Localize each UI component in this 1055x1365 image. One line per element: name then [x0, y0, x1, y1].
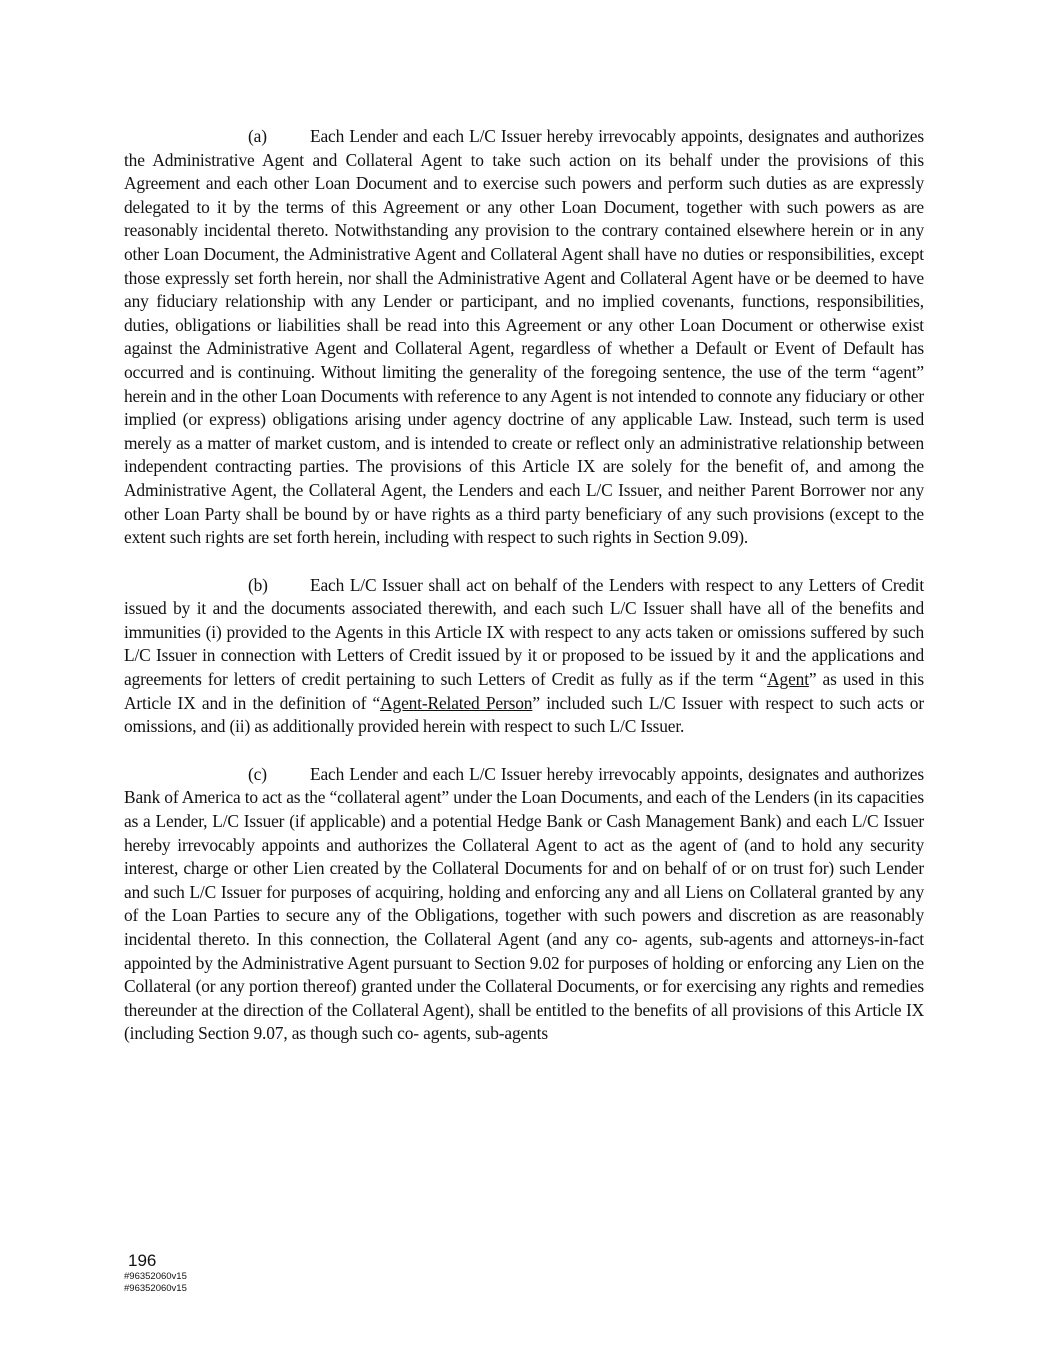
paragraph-b-text-1: Each L/C Issuer shall act on behalf of the Lenders with respect to any Letters of Credit issued by it and the documents associated therewith, and each such L/C Issuer shall have all of the benefits and immunities (i) provided to the Agents in this Article IX with respect to any acts taken or omissions suffered by such L/C Issuer in connection with Letters of Credit issued by it or proposed to be issued by it and the applications and agreements for letters of credit pertaining to such Letters of Credit as fully as if the term “ — [124, 574, 924, 690]
document-body — [124, 125, 924, 1070]
document-id-1: #96352060v15 — [124, 1271, 187, 1282]
defined-term-agent: Agent — [767, 669, 809, 690]
paragraph-a — [124, 125, 924, 550]
page-number: 196 — [128, 1251, 157, 1270]
defined-term-agent-related-person: Agent-Related Person — [380, 692, 533, 713]
paragraph-b-text-3: ” included such L/C Issuer with respect to such acts or omissions, and (ii) as additionally provided herein with respect to such L/C Issuer. — [124, 692, 924, 737]
paragraph-c-text: Each Lender and each L/C Issuer hereby irrevocably appoints, designates and authorizes Bank of America to act as the “collateral agent” under the Loan Documents, and each of the Lenders (in its capacities as a Lender, L/C Issuer (if applicable) and a potential Hedge Bank or Cash Management Bank) and each L/C Issuer hereby irrevocably appoints and authorizes the Collateral Agent to act as the agent of (and to hold any security interest, charge or other Lien created by the Collateral Documents for and on behalf of or on trust for) such Lender and such L/C Issuer for purposes of acquiring, holding and enforcing any and all Liens on Collateral granted by any of the Loan Parties to secure any of the Obligations, together with such powers and discretion as are reasonably incidental thereto. In this connection, the Collateral Agent (and any co- agents, sub-agents and attorneys-in-fact appointed by the Administrative Agent pursuant to Section 9.02 for purposes of holding or enforcing any Lien on the Collateral (or any portion thereof) granted under the Collateral Documents, or for exercising any rights and remedies thereunder at the direction of the Collateral Agent), shall be entitled to the benefits of all provisions of this Article IX (including Section 9.07, as though such co- agents, sub-agents — [124, 763, 924, 1044]
paragraph-c-label: (c) — [248, 763, 267, 784]
page-footer — [124, 1251, 187, 1294]
paragraph-c — [124, 763, 924, 1046]
document-id-2: #96352060v15 — [124, 1282, 187, 1294]
paragraph-a-label: (a) — [248, 126, 267, 146]
paragraph-b-text-2: ” as used in this Article IX and in the definition of “ — [124, 669, 925, 713]
paragraph-a-text: Each Lender and each L/C Issuer hereby irrevocably appoints, designates and authorizes the Administrative Agent and Collateral Agent to take such action on its behalf under the provisions of this Agreement and each other Loan Document and to exercise such powers and perform such duties as are expressly delegated to it by the terms of this Agreement or any other Loan Document, together with such powers as are reasonably incidental thereto. Notwithstanding any provision to the contrary contained elsewhere herein or in any other Loan Document, the Administrative Agent and Collateral Agent shall have no duties or responsibilities, except those expressly set forth herein, nor shall the Administrative Agent and Collateral Agent have or be deemed to have any fiduciary relationship with any Lender or participant, and no implied covenants, functions, responsibilities, duties, obligations or liabilities shall be read into this Agreement or any other Loan Document or otherwise exist against the Administrative Agent and Collateral Agent, regardless of whether a Default or Event of Default has occurred and is continuing. Without limiting the generality of the foregoing sentence, the use of the term “agent” herein and in the other Loan Documents with reference to any Agent is not intended to connote any fiduciary or other implied (or express) obligations arising under agency doctrine of any applicable Law. Instead, such term is used merely as a matter of market custom, and is intended to create or reflect only an administrative relationship between independent contracting parties. The provisions of this Article IX are solely for the benefit of, and among the Administrative Agent, the Collateral Agent, the Lenders and each L/C Issuer, and neither Parent Borrower nor any other Loan Party shall be bound by or have rights as a third party beneficiary of any such provisions (except to the extent such rights are set forth herein, including with respect to such rights in Section 9.09). — [124, 126, 924, 548]
paragraph-b-label: (b) — [248, 574, 268, 595]
paragraph-b — [124, 574, 924, 739]
